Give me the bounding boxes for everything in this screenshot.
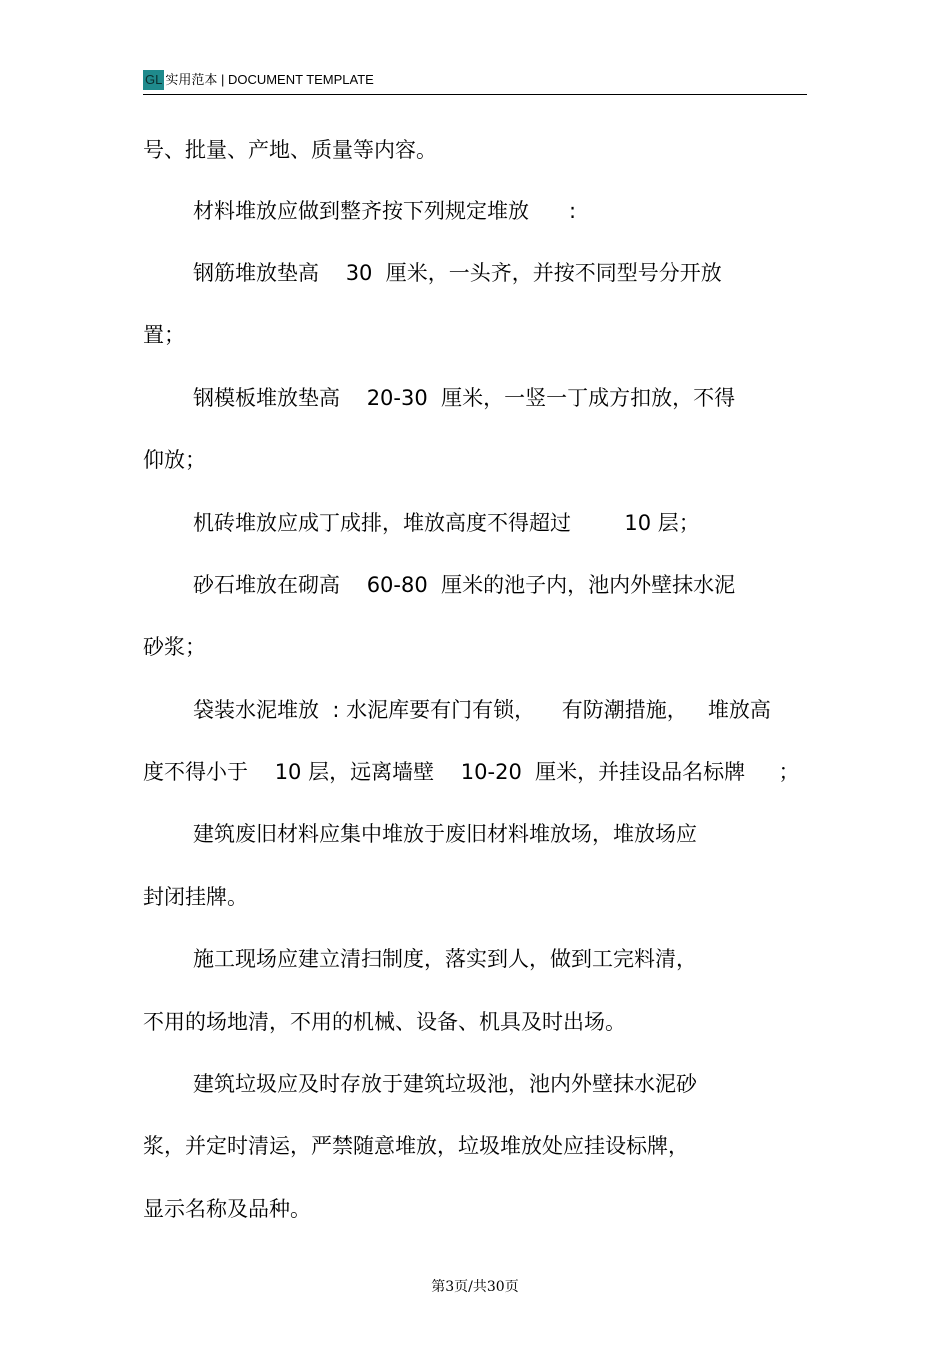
text-line: 钢筋堆放垫高 30 厘米，一头齐，并按不同型号分开放 [193,261,722,285]
text-line: 浆，并定时清运，严禁随意堆放，垃圾堆放处应挂设标牌， [143,1134,689,1158]
page-number: 第3页/共30页 [431,1279,519,1295]
text-line: 建筑垃圾应及时存放于建筑垃圾池，池内外壁抹水泥砂 [193,1072,697,1096]
text-line: 不用的场地清，不用的机械、设备、机具及时出场。 [143,1010,626,1034]
header-title: 实用范本 | DOCUMENT TEMPLATE [165,72,374,87]
text-line: 机砖堆放应成丁成排，堆放高度不得超过 10 层； [193,511,700,535]
logo-badge: GL [143,70,164,90]
text-line: 置； [143,323,185,347]
text-line: 材料堆放应做到整齐按下列规定堆放 : [193,199,577,223]
text-line: 钢模板堆放垫高 20-30 厘米，一竖一丁成方扣放，不得 [193,386,736,410]
text-line: 度不得小于 10 层，远离墙壁 10-20 厘米，并挂设品名标牌 ； [143,760,800,784]
text-line: 施工现场应建立清扫制度，落实到人，做到工完料清， [193,947,697,971]
text-line: 砂石堆放在砌高 60-80 厘米的池子内，池内外壁抹水泥 [193,573,736,597]
text-line: 砂浆； [143,635,206,659]
text-line: 显示名称及品种。 [143,1197,311,1221]
text-line: 袋装水泥堆放 : 水泥库要有门有锁， 有防潮措施， 堆放高 [193,698,771,722]
text-line: 封闭挂牌。 [143,885,248,909]
text-line: 号、批量、产地、质量等内容。 [143,138,437,162]
text-line: 建筑废旧材料应集中堆放于废旧材料堆放场，堆放场应 [193,822,697,846]
text-line: 仰放； [143,448,206,472]
